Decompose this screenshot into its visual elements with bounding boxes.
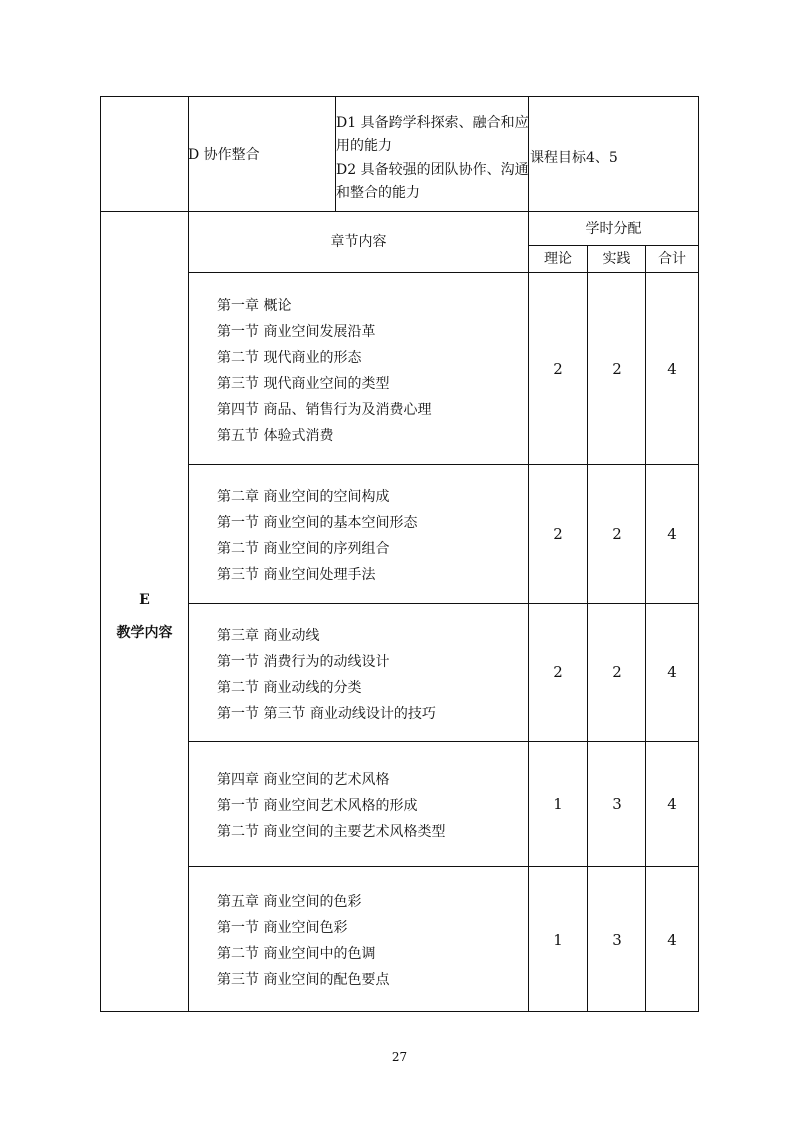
chapter-2-line: 第二节 商业空间的序列组合 [217,541,390,557]
table-border-left [100,96,101,1012]
chapter-1-line: 第一章 概论 [217,298,292,314]
table-border-bottom [100,1011,699,1012]
chapter-1-content [217,297,431,453]
chapter-4-content [217,771,445,849]
table-border-right [698,96,699,1012]
chapter-divider-4 [188,866,699,867]
row-divider-d-e [100,211,699,212]
e-label: 教学内容 [116,625,173,641]
chapter-3-theory: 2 [553,663,563,681]
d-item-1: D1 具备跨学科探索、融合和应 [336,115,529,131]
chapter-3-line: 第二节 商业动线的分类 [217,680,362,696]
chapter-1-practice: 2 [612,360,622,378]
chapter-1-total: 4 [667,360,677,378]
chapter-4-practice: 3 [612,795,622,813]
header-total: 合计 [658,251,686,267]
page-number: 27 [391,1050,408,1064]
chapter-1-line: 第二节 现代商业的形态 [217,350,362,366]
d-label: D 协作整合 [188,147,260,163]
header-content: 章节内容 [330,234,387,250]
chapter-5-line: 第三节 商业空间的配色要点 [217,972,390,988]
chapter-2-practice: 2 [612,525,622,543]
chapter-3-line: 第三章 商业动线 [217,628,320,644]
chapter-5-content [217,893,389,997]
header-hours-divider [528,245,699,246]
chapter-2-theory: 2 [553,525,563,543]
chapter-5-total: 4 [667,931,677,949]
chapter-divider-1 [188,464,699,465]
chapter-2-line: 第三节 商业空间处理手法 [217,567,376,583]
chapter-5-line: 第一节 商业空间色彩 [217,920,348,936]
chapter-3-total: 4 [667,663,677,681]
chapter-1-theory: 2 [553,360,563,378]
header-practice: 实践 [602,251,631,267]
chapter-1-line: 第四节 商品、销售行为及消费心理 [217,402,432,418]
chapter-2-content [217,488,417,592]
chapter-2-line: 第一节 商业空间的基本空间形态 [217,515,418,531]
header-hours: 学时分配 [585,221,642,237]
d-target: 课程目标4、5 [530,150,618,166]
header-bottom [188,272,699,273]
chapter-2-total: 4 [667,525,677,543]
d-item-2: 用的能力 [336,138,392,154]
chapter-3-content [217,627,436,731]
chapter-divider-2 [188,603,699,604]
chapter-3-line: 第一节 消费行为的动线设计 [217,654,390,670]
chapter-5-line: 第五章 商业空间的色彩 [217,894,362,910]
chapter-5-line: 第二节 商业空间中的色调 [217,946,376,962]
chapter-4-line: 第二节 商业空间的主要艺术风格类型 [217,824,446,840]
chapter-1-line: 第三节 现代商业空间的类型 [217,376,390,392]
d-item-3: D2 具备较强的团队协作、沟通 [336,162,529,178]
chapter-1-line: 第五节 体验式消费 [217,428,334,444]
chapter-5-practice: 3 [612,931,622,949]
chapter-3-practice: 2 [612,663,622,681]
chapter-4-line: 第一节 商业空间艺术风格的形成 [217,798,418,814]
chapter-3-line: 第一节 第三节 商业动线设计的技巧 [217,706,436,722]
e-letter: E [139,592,150,608]
chapter-5-theory: 1 [553,931,563,949]
d-item-4: 和整合的能力 [336,185,420,201]
header-theory: 理论 [544,251,572,267]
chapter-4-line: 第四章 商业空间的艺术风格 [217,772,390,788]
chapter-divider-3 [188,741,699,742]
table-border-top [100,96,699,97]
chapter-2-line: 第二章 商业空间的空间构成 [217,489,390,505]
chapter-4-theory: 1 [553,795,563,813]
col-divider-content [528,211,529,1012]
chapter-1-line: 第一节 商业空间发展沿革 [217,324,376,340]
chapter-4-total: 4 [667,795,677,813]
